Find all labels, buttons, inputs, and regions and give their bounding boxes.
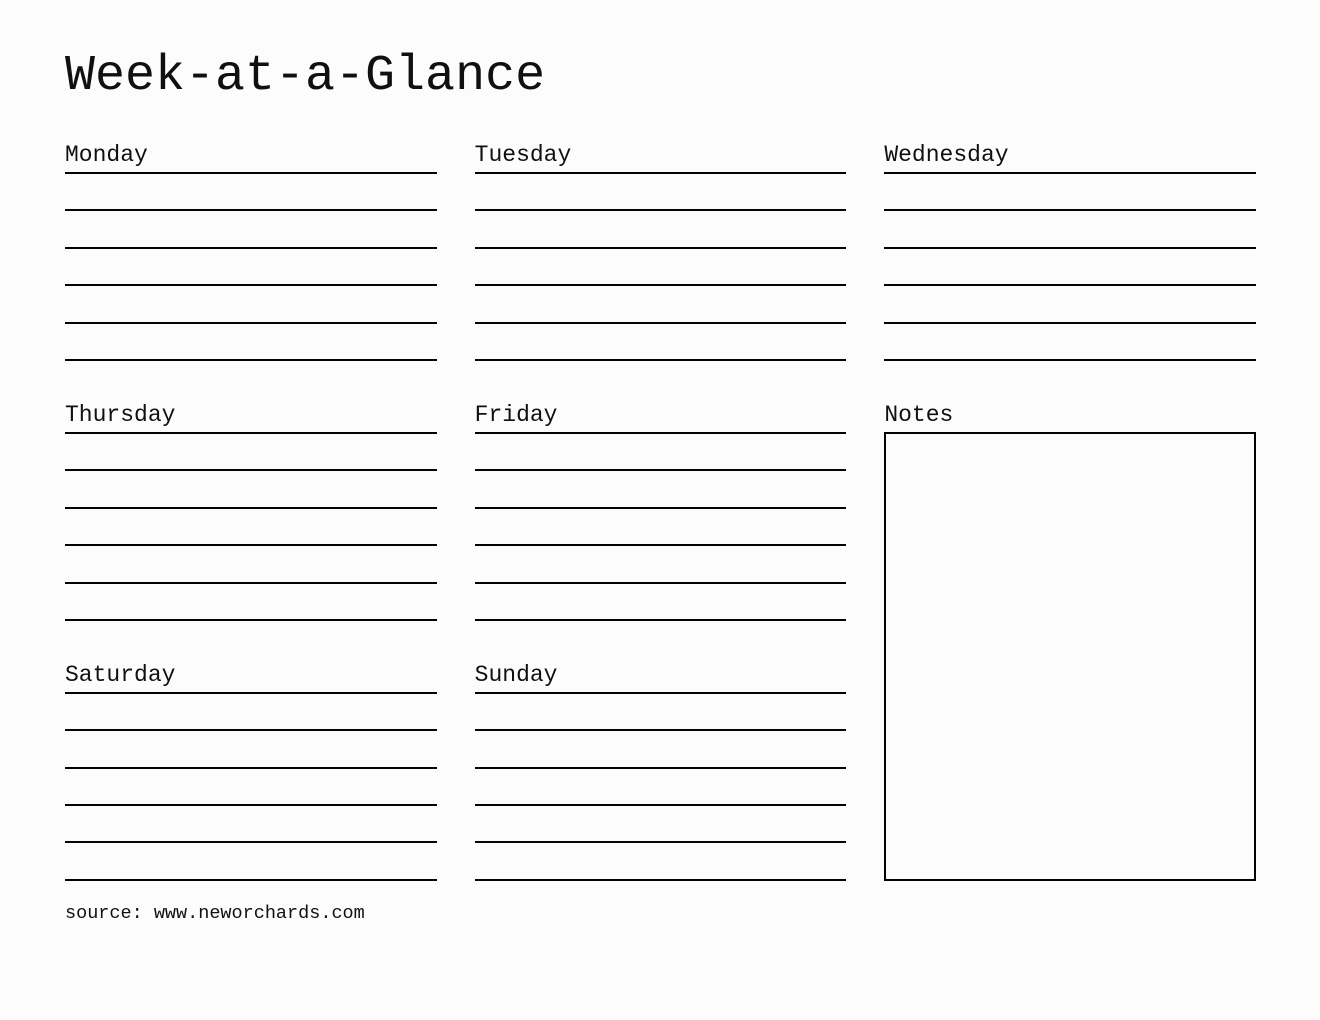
writing-line	[475, 434, 847, 471]
day-section-sunday	[475, 662, 847, 881]
day-label-monday: Monday	[65, 142, 437, 174]
writing-line	[475, 471, 847, 508]
day-section-saturday	[65, 662, 437, 881]
writing-line	[65, 843, 437, 880]
writing-line	[65, 211, 437, 248]
writing-line	[65, 471, 437, 508]
writing-line	[65, 434, 437, 471]
planner-grid	[65, 142, 1256, 881]
day-label-wednesday: Wednesday	[884, 142, 1256, 174]
writing-line	[884, 324, 1256, 361]
day-section-friday	[475, 402, 847, 621]
writing-line	[475, 509, 847, 546]
writing-lines-sunday	[475, 694, 847, 881]
day-section-wednesday	[884, 142, 1256, 361]
writing-line	[65, 584, 437, 621]
writing-line	[475, 584, 847, 621]
writing-line	[884, 249, 1256, 286]
writing-line	[65, 509, 437, 546]
writing-line	[884, 211, 1256, 248]
writing-lines-wednesday	[884, 174, 1256, 361]
writing-line	[65, 769, 437, 806]
day-section-thursday	[65, 402, 437, 621]
writing-line	[475, 806, 847, 843]
writing-line	[475, 843, 847, 880]
writing-line	[475, 249, 847, 286]
writing-line	[475, 324, 847, 361]
day-section-monday	[65, 142, 437, 361]
writing-lines-monday	[65, 174, 437, 361]
writing-line	[475, 211, 847, 248]
writing-line	[475, 769, 847, 806]
writing-lines-thursday	[65, 434, 437, 621]
writing-line	[884, 286, 1256, 323]
writing-line	[65, 731, 437, 768]
notes-label: Notes	[884, 401, 954, 428]
writing-line	[65, 324, 437, 361]
notes-box	[884, 432, 1256, 881]
writing-line	[475, 546, 847, 583]
writing-line	[475, 174, 847, 211]
writing-line	[65, 806, 437, 843]
writing-line	[475, 286, 847, 323]
day-label-thursday: Thursday	[65, 402, 437, 434]
day-label-friday: Friday	[475, 402, 847, 434]
writing-line	[475, 731, 847, 768]
writing-lines-friday	[475, 434, 847, 621]
writing-lines-saturday	[65, 694, 437, 881]
writing-line	[65, 694, 437, 731]
page-title: Week-at-a-Glance	[65, 48, 546, 105]
writing-line	[65, 174, 437, 211]
source-attribution: source: www.neworchards.com	[65, 902, 365, 924]
day-label-saturday: Saturday	[65, 662, 437, 694]
writing-line	[475, 694, 847, 731]
writing-line	[65, 546, 437, 583]
day-label-tuesday: Tuesday	[475, 142, 847, 174]
writing-line	[65, 249, 437, 286]
notes-section	[884, 402, 1256, 881]
writing-line	[65, 286, 437, 323]
writing-line	[884, 174, 1256, 211]
day-label-sunday: Sunday	[475, 662, 847, 694]
day-section-tuesday	[475, 142, 847, 361]
writing-lines-tuesday	[475, 174, 847, 361]
